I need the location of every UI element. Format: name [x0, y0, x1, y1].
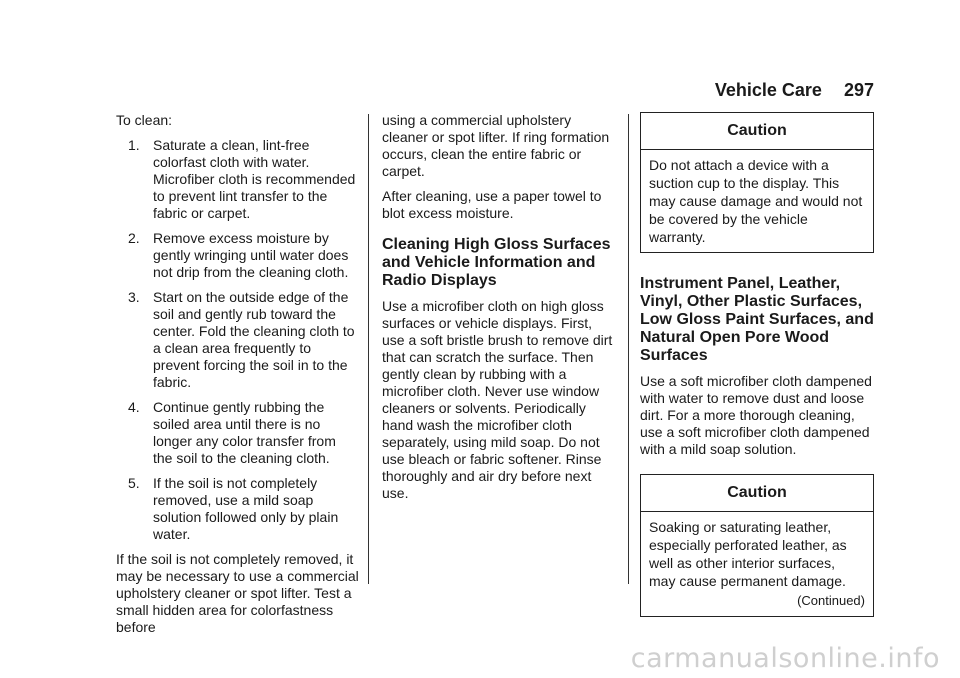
column-2 [382, 112, 614, 510]
body-paragraph: Use a soft microfiber cloth dampened with water to remove dust and loose dirt. For a more thorough cleaning, use a soft microfiber cloth dampened with a mild soap solution. [640, 373, 872, 457]
list-item: 2. Remove excess moisture by gently wringing until water does not drip from the cleaning cloth. [128, 230, 349, 280]
page-header [715, 80, 874, 101]
list-item: 5. If the soil is not completely removed, use a mild soap solution followed only by plain water. [128, 475, 339, 542]
list-item: 3. Start on the outside edge of the soil and gently rub toward the center. Fold the cleaning cloth to a clean area frequently to prevent forcing the soil in to the fabric. [128, 289, 355, 390]
page-number: 297 [843, 80, 874, 100]
section-heading: Cleaning High Gloss Surfaces and Vehicle Information and Radio Displays [382, 236, 611, 289]
cleaning-steps [116, 137, 359, 543]
intro-text: To clean: [116, 112, 173, 128]
caution-body: Do not attach a device with a suction cup to the display. This may cause damage and would not be covered by the vehicle warranty. [649, 157, 863, 245]
caution-box [640, 112, 874, 253]
watermark: carmanualsonline.info [630, 643, 940, 674]
caution-title: Caution [641, 475, 873, 512]
caution-box [640, 474, 874, 617]
list-item: 4. Continue gently rubbing the soiled area until there is no longer any color transfer from the soil to the cleaning cloth. [128, 399, 336, 466]
body-paragraph: Use a microfiber cloth on high gloss surfaces or vehicle displays. First, use a soft bristle brush to remove dirt that can scratch the surface. Then gently clean by rubbing with a microfiber cloth. Never use window cleaners or solvents. Periodically hand wash the microfiber cloth separately, using mild soap. Do not use bleach or fabric softener. Rinse thoroughly and air dry before next use. [382, 298, 613, 501]
column-divider-2 [628, 114, 629, 584]
column-3 [640, 112, 874, 625]
column-divider-1 [368, 114, 369, 584]
column-1 [116, 112, 359, 644]
caution-text: Soaking or saturating leather, especially perforated leather, as well as other interior surfaces, may cause permanent damage. [649, 519, 847, 589]
continued-label: (Continued) [797, 593, 865, 608]
body-paragraph: using a commercial upholstery cleaner or spot lifter. If ring formation occurs, clean the entire fabric or carpet. [382, 112, 610, 179]
body-paragraph: After cleaning, use a paper towel to blot excess moisture. [382, 188, 602, 221]
section-title: Vehicle Care [714, 80, 822, 100]
caution-body [641, 512, 873, 616]
list-item: 1. Saturate a clean, lint-free colorfast cloth with water. Microfiber cloth is recommended to prevent lint transfer to the fabric or carpet. [128, 137, 356, 221]
caution-title: Caution [641, 113, 873, 150]
section-heading: Instrument Panel, Leather, Vinyl, Other Plastic Surfaces, Low Gloss Paint Surfaces, and Natural Open Pore Wood Surfaces [640, 275, 874, 364]
body-paragraph: If the soil is not completely removed, it may be necessary to use a commercial upholstery cleaner or spot lifter. Test a small hidden area for colorfastness before [116, 551, 359, 635]
